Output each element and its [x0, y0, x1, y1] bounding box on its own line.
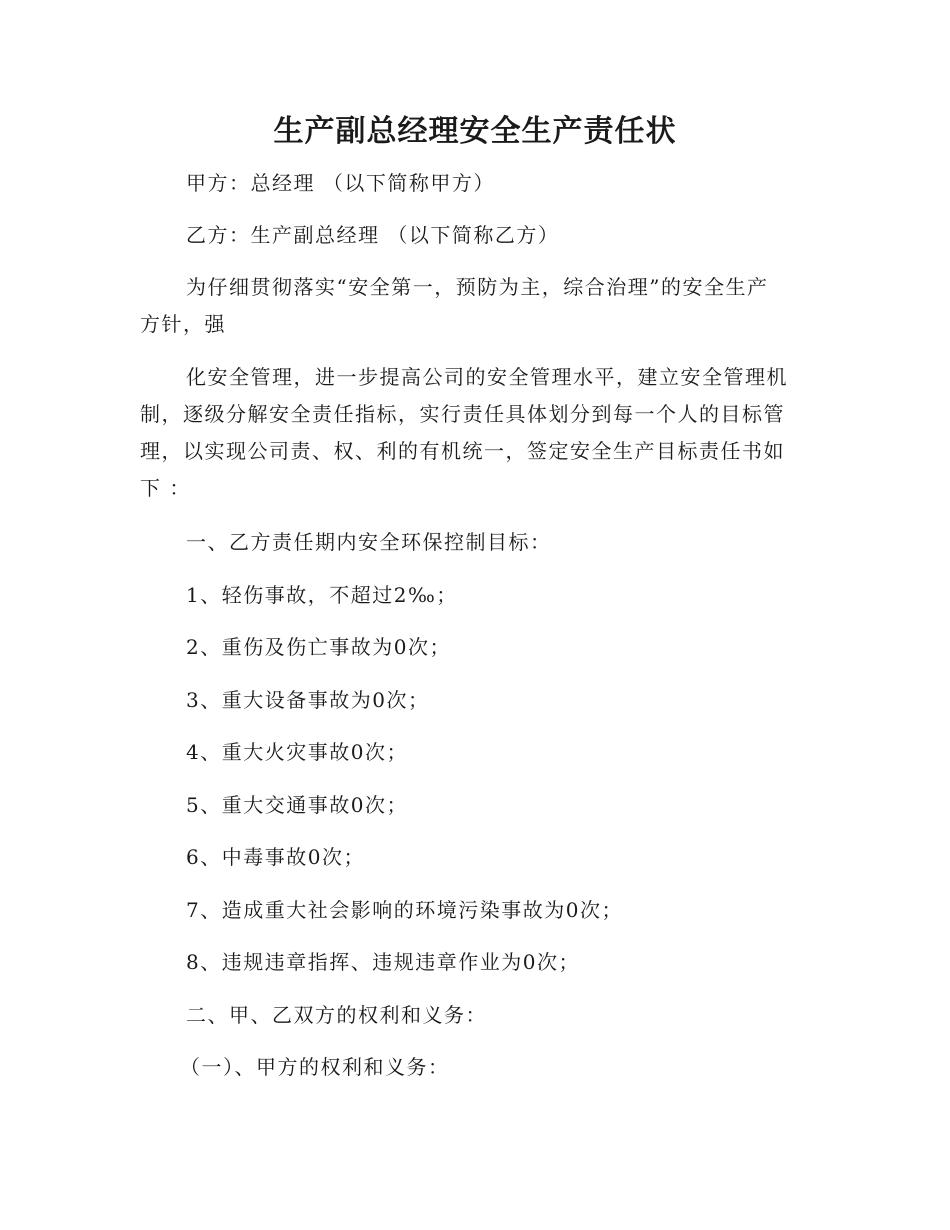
- target-item: 1、轻伤事故，不超过2‰；: [186, 583, 458, 607]
- target-item: 3、重大设备事故为0次；: [186, 688, 430, 712]
- intro-paragraph-1: [140, 269, 800, 343]
- target-item: 8、违规违章指挥、违规违章作业为0次；: [186, 950, 580, 974]
- intro-1-line-2: 方针，强: [140, 312, 226, 336]
- target-item: 7、造成重大社会影响的环境污染事故为0次；: [186, 898, 623, 922]
- party-b-text: 乙方：生产副总经理 （以下简称乙方）: [186, 223, 560, 247]
- target-item: 5、重大交通事故0次；: [186, 793, 408, 817]
- subsection-1-heading: （一）、甲方的权利和义务：: [180, 1055, 450, 1079]
- target-item: 4、重大火灾事故0次；: [186, 740, 408, 764]
- intro-2-line-3: 理，以实现公司责、权、利的有机统一，签定安全生产目标责任书如: [140, 439, 785, 463]
- target-item: 2、重伤及伤亡事故为0次；: [186, 635, 451, 659]
- party-a-text: 甲方：总经理 （以下简称甲方）: [186, 171, 495, 195]
- intro-1-line-1: 为仔细贯彻落实“安全第一，预防为主，综合治理”的安全生产: [186, 275, 769, 299]
- party-a-line: [140, 165, 800, 202]
- section-1-heading: 一、乙方责任期内安全环保控制目标：: [186, 530, 552, 554]
- document-title: 生产副总经理安全生产责任状: [273, 114, 677, 149]
- intro-2-line-1: 化安全管理，进一步提高公司的安全管理水平，建立安全管理机: [186, 365, 788, 389]
- intro-paragraph-2: [140, 359, 800, 507]
- intro-2-line-4: 下 ：: [140, 476, 191, 500]
- intro-2-line-2: 制，逐级分解安全责任指标，实行责任具体划分到每一个人的目标管: [140, 402, 785, 426]
- section-2-heading: 二、甲、乙双方的权利和义务：: [186, 1003, 487, 1027]
- target-item: 6、中毒事故0次；: [186, 845, 365, 869]
- party-b-line: [140, 217, 800, 254]
